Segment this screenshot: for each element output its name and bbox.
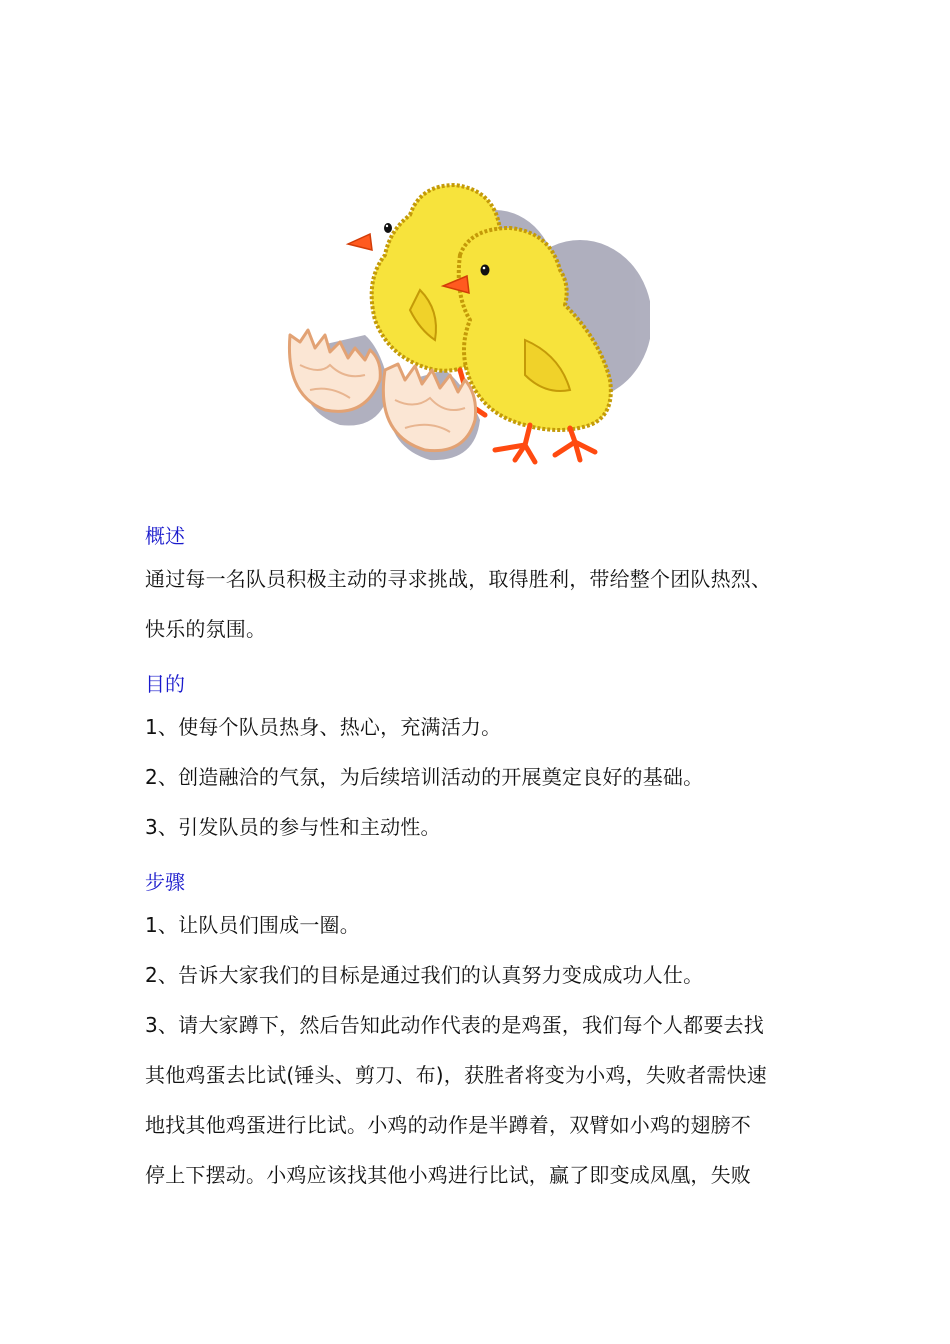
paragraph-line: 通过每一名队员积极主动的寻求挑战，取得胜利，带给整个团队热烈、 [145, 567, 772, 591]
chicks-hatching-icon [270, 170, 650, 480]
document-body [145, 518, 825, 1212]
section-heading: 概述 [145, 524, 185, 548]
section-heading: 步骤 [145, 870, 185, 894]
section-heading: 目的 [145, 672, 185, 696]
section-steps [145, 864, 825, 1200]
list-item: 3、引发队员的参与性和主动性。 [145, 815, 441, 839]
paragraph-line: 快乐的氛围。 [145, 617, 267, 641]
paragraph-line: 停上下摆动。小鸡应该找其他小鸡进行比试，赢了即变成凤凰，失败 [145, 1163, 751, 1187]
list-item: 2、创造融洽的气氛，为后续培训活动的开展奠定良好的基础。 [145, 765, 704, 789]
list-item: 1、使每个队员热身、热心，充满活力。 [145, 715, 502, 739]
list-item: 1、让队员们围成一圈。 [145, 913, 360, 937]
paragraph-line: 其他鸡蛋去比试(锤头、剪刀、布)，获胜者将变为小鸡，失败者需快速 [145, 1063, 768, 1087]
list-item: 2、告诉大家我们的目标是通过我们的认真努力变成成功人仕。 [145, 963, 704, 987]
paragraph-line: 地找其他鸡蛋进行比试。小鸡的动作是半蹲着，双臂如小鸡的翅膀不 [145, 1113, 751, 1137]
section-overview [145, 518, 825, 654]
list-item: 3、请大家蹲下，然后告知此动作代表的是鸡蛋，我们每个人都要去找 [145, 1013, 764, 1037]
section-purpose [145, 666, 825, 852]
